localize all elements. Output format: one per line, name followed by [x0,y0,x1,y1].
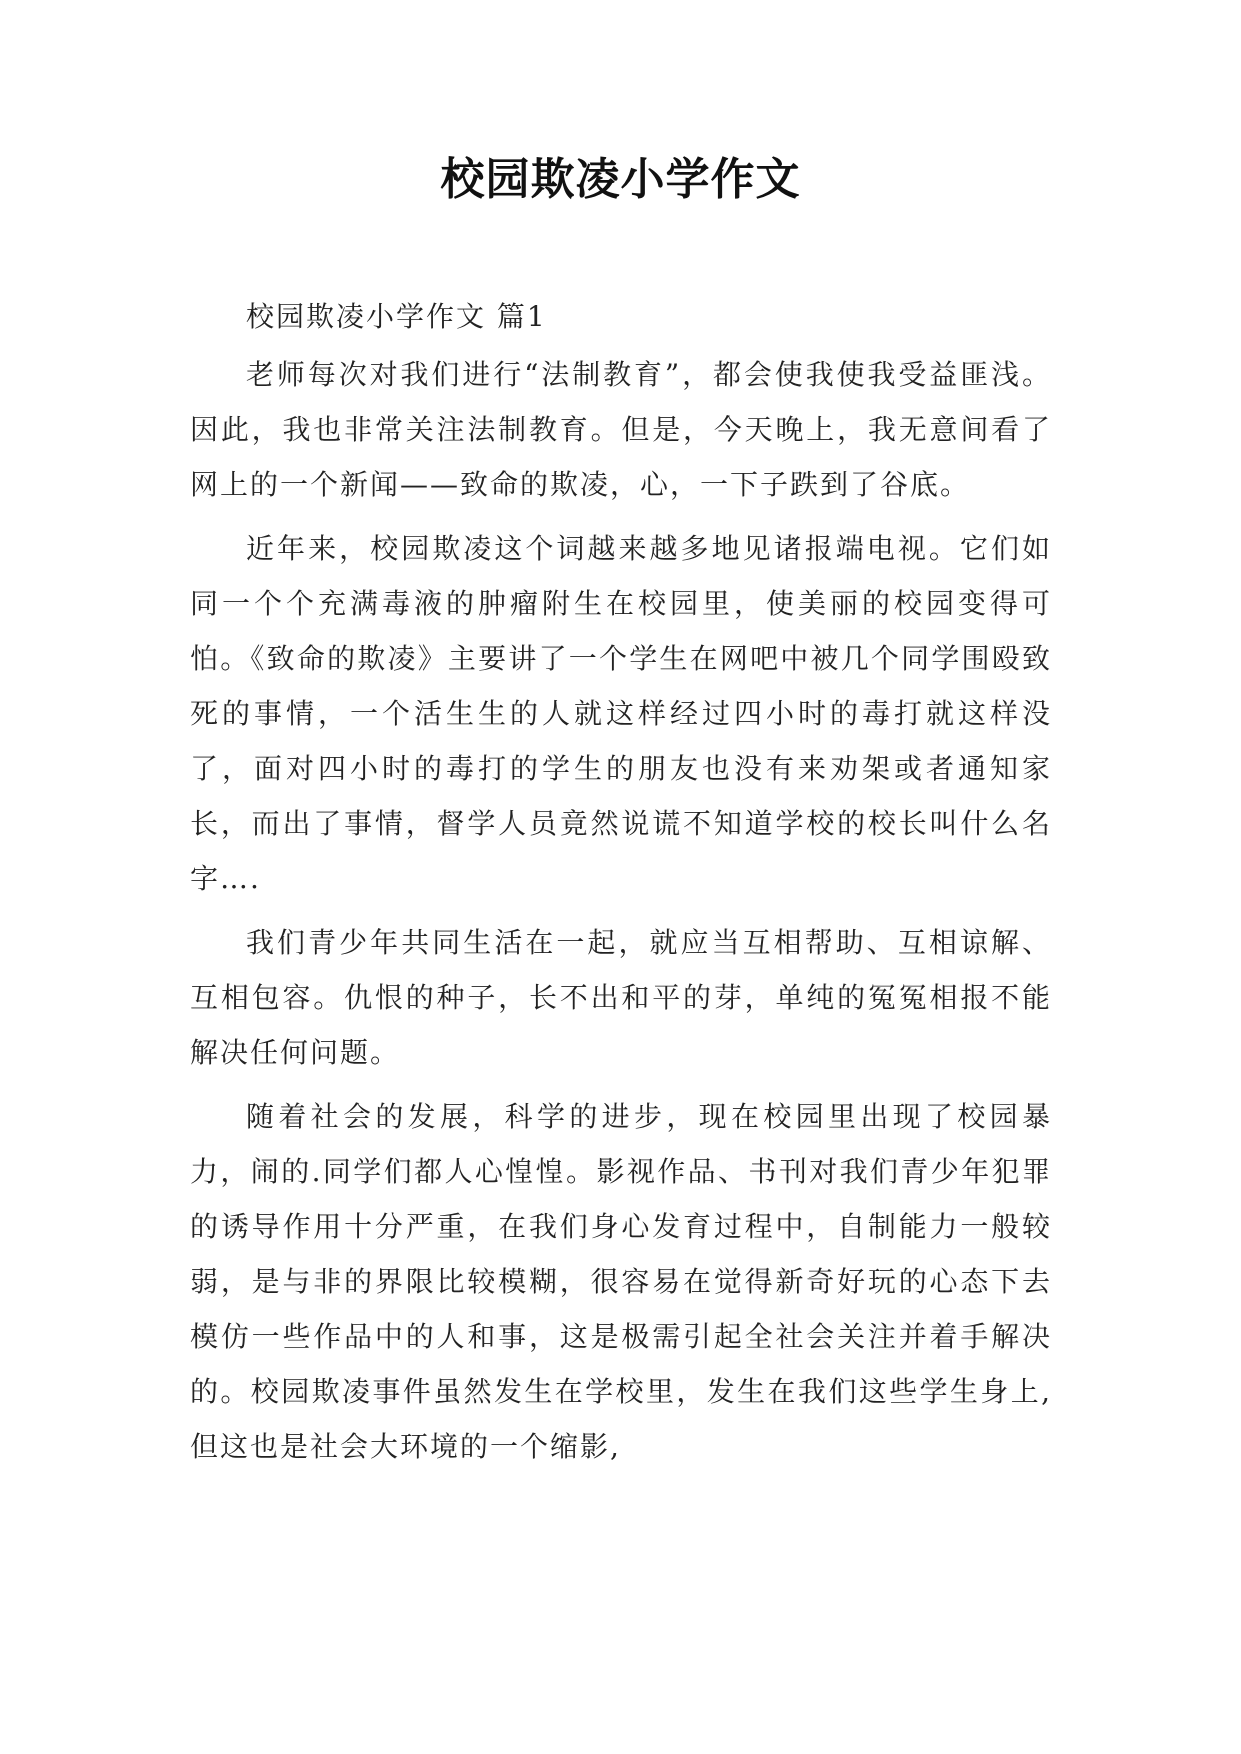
paragraph: 近年来，校园欺凌这个词越来越多地见诸报端电视。它们如同一个个充满毒液的肿瘤附生在校园里，使美丽的校园变得可怕。《致命的欺凌》主要讲了一个学生在网吧中被几个同学围殴致死的事情，一个活生生的人就这样经过四小时的毒打就这样没了，面对四小时的毒打的学生的朋友也没有来劝架或者通知家长，而出了事情，督学人员竟然说谎不知道学校的校长叫什么名字…. [190,532,1052,895]
paragraph: 老师每次对我们进行“法制教育”，都会使我使我受益匪浅。因此，我也非常关注法制教育。但是，今天晚上，我无意间看了网上的一个新闻——致命的欺凌，心，一下子跌到了谷底。 [190,358,1052,501]
document-body [190,289,1052,1483]
document-title: 校园欺凌小学作文 [440,154,801,205]
paragraph: 我们青少年共同生活在一起，就应当互相帮助、互相谅解、互相包容。仇恨的种子，长不出和平的芽，单纯的冤冤相报不能解决任何问题。 [190,926,1052,1069]
section-heading: 校园欺凌小学作文 篇1 [246,300,547,333]
paragraph: 随着社会的发展，科学的进步，现在校园里出现了校园暴力，闹的.同学们都人心惶惶。影视作品、书刊对我们青少年犯罪的诱导作用十分严重，在我们身心发育过程中，自制能力一般较弱，是与非的界限比较模糊，很容易在觉得新奇好玩的心态下去模仿一些作品中的人和事，这是极需引起全社会关注并着手解决的。校园欺凌事件虽然发生在学校里，发生在我们这些学生身上,但这也是社会大环境的一个缩影, [190,1100,1052,1463]
